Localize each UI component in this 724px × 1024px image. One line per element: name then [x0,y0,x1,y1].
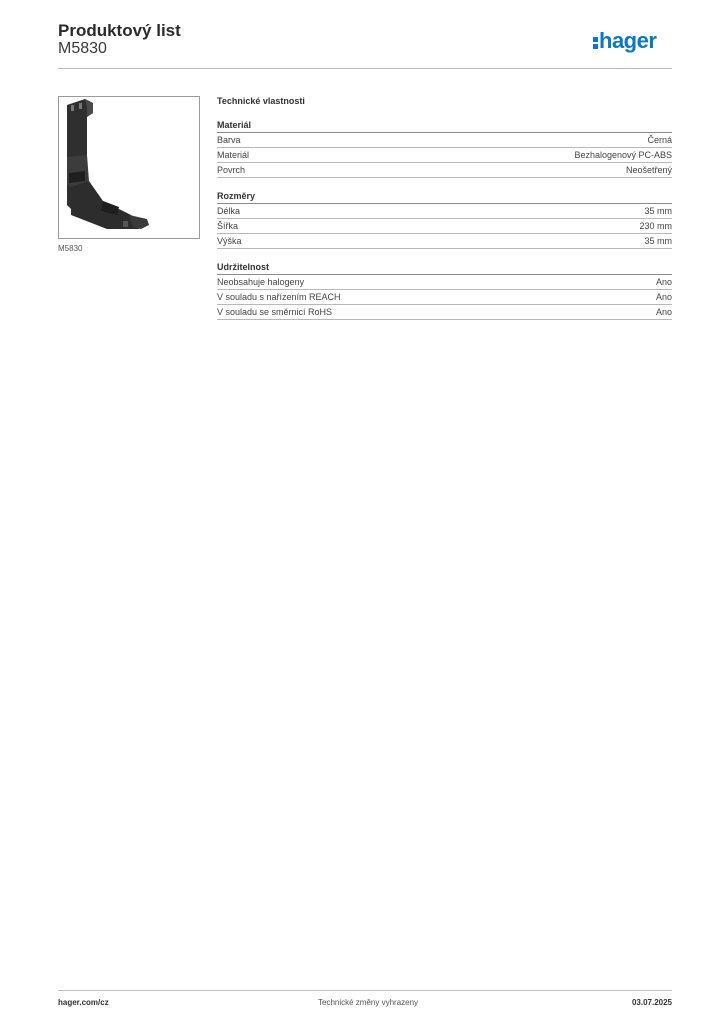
spec-group-material [217,120,672,178]
spec-row [217,133,672,148]
spec-label: Výška [217,236,242,246]
spec-label: Šířka [217,221,239,231]
spec-label: Délka [217,206,241,216]
spec-row [217,219,672,234]
spec-label: V souladu s nařízením REACH [217,292,341,302]
hager-logo [593,28,656,54]
page-title: Produktový list [58,21,181,40]
spec-value: 35 mm [644,236,672,246]
spec-label: Neobsahuje halogeny [217,277,305,287]
spec-value: Ano [655,277,672,287]
spec-label: V souladu se směrnicí RoHS [217,307,333,317]
spec-value: 35 mm [644,206,672,216]
product-code: M5830 [58,40,107,57]
spec-row [217,275,672,290]
spec-label: Povrch [217,165,246,175]
spec-value: Černá [647,135,672,145]
spec-value: 230 mm [639,221,672,231]
spec-label: Materiál [217,150,250,160]
header-divider [58,68,672,69]
group-title: Udržitelnost [217,262,672,275]
footer-divider [58,990,672,991]
spec-value: Bezhalogenový PC-ABS [574,150,672,160]
spec-row [217,148,672,163]
spec-group-dimensions [217,191,672,249]
spec-group-sustainability [217,262,672,320]
group-title: Rozměry [217,191,672,204]
spec-row [217,163,672,178]
logo-text: hager [599,28,657,53]
bracket-product-illustration [59,97,199,238]
product-image [58,96,200,239]
spec-row [217,234,672,249]
spec-row [217,305,672,320]
technical-specs [217,95,672,320]
spec-value: Ano [655,292,672,302]
footer-notice: Technické změny vyhrazeny [318,998,419,1007]
group-title: Materiál [217,120,672,133]
spec-row [217,204,672,219]
spec-label: Barva [217,135,241,145]
spec-value: Ano [655,307,672,317]
spec-row [217,290,672,305]
footer-website-link[interactable]: hager.com/cz [58,998,109,1007]
specs-title: Technické vlastnosti [217,96,305,106]
footer-date: 03.07.2025 [631,998,672,1007]
spec-value: Neošetřený [625,165,672,175]
image-caption: M5830 [58,244,83,253]
